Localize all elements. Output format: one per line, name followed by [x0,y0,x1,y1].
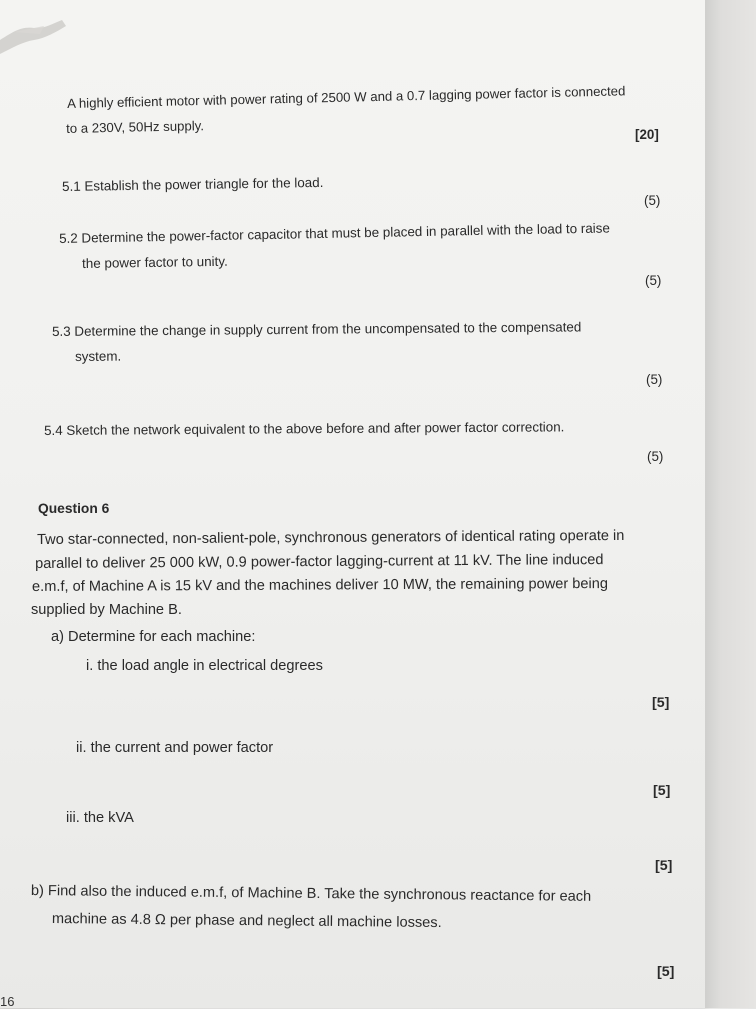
q5-2-text-cont: the power factor to unity. [81,253,228,271]
q6-line-2: parallel to deliver 25 000 kW, 0.9 power-factor lagging-current at 11 kV. The line induced [34,552,604,572]
q5-4-text: 5.4 Sketch the network equivalent to the above before and after power factor correction. [43,419,565,438]
q5-1-text: 5.1 Establish the power triangle for the load. [61,174,324,194]
q6-part-b-line-2: machine as 4.8 Ω per phase and neglect all machine losses. [51,911,442,932]
intro-line-1: A highly efficient motor with power rating of 2500 W and a 0.7 lagging power factor is connected [66,83,626,111]
q6-line-3: e.m.f, of Machine A is 15 kV and the machines deliver 10 MW, the remaining power being [31,575,609,595]
q6-a-i-marks: [5] [652,695,670,711]
question-6-heading: Question 6 [38,501,110,516]
q6-a-ii-text: ii. the current and power factor [76,740,274,756]
q5-3-text-cont: system. [74,348,122,364]
q6-part-b-marks: [5] [657,964,675,980]
next-page-edge [705,0,756,1008]
q6-a-iii-marks: [5] [655,858,673,874]
q6-line-1: Two star-connected, non-salient-pole, synchronous generators of identical rating operate in [36,527,625,548]
total-marks: [20] [635,127,659,142]
q5-3-marks: (5) [646,372,663,387]
q5-4-marks: (5) [647,449,664,464]
folded-corner-mark [0,18,70,58]
q6-a-iii-text: iii. the kVA [66,810,134,826]
q5-2-marks: (5) [645,273,662,288]
q6-part-b-line-1: b) Find also the induced e.m.f, of Machine B. Take the synchronous reactance for each [30,883,592,905]
q6-line-4: supplied by Machine B. [31,602,182,618]
q5-1-marks: (5) [644,193,661,208]
page-number: 16 [0,994,15,1009]
q5-3-text: 5.3 Determine the change in supply current from the uncompensated to the compensated [51,319,582,339]
intro-line-2: to a 230V, 50Hz supply. [65,118,205,136]
q6-a-i-text: i. the load angle in electrical degrees [86,658,323,674]
q6-a-ii-marks: [5] [653,783,671,799]
q6-part-a: a) Determine for each machine: [51,629,256,645]
q5-2-text: 5.2 Determine the power-factor capacitor that must be placed in parallel with the load to raise [58,220,610,246]
